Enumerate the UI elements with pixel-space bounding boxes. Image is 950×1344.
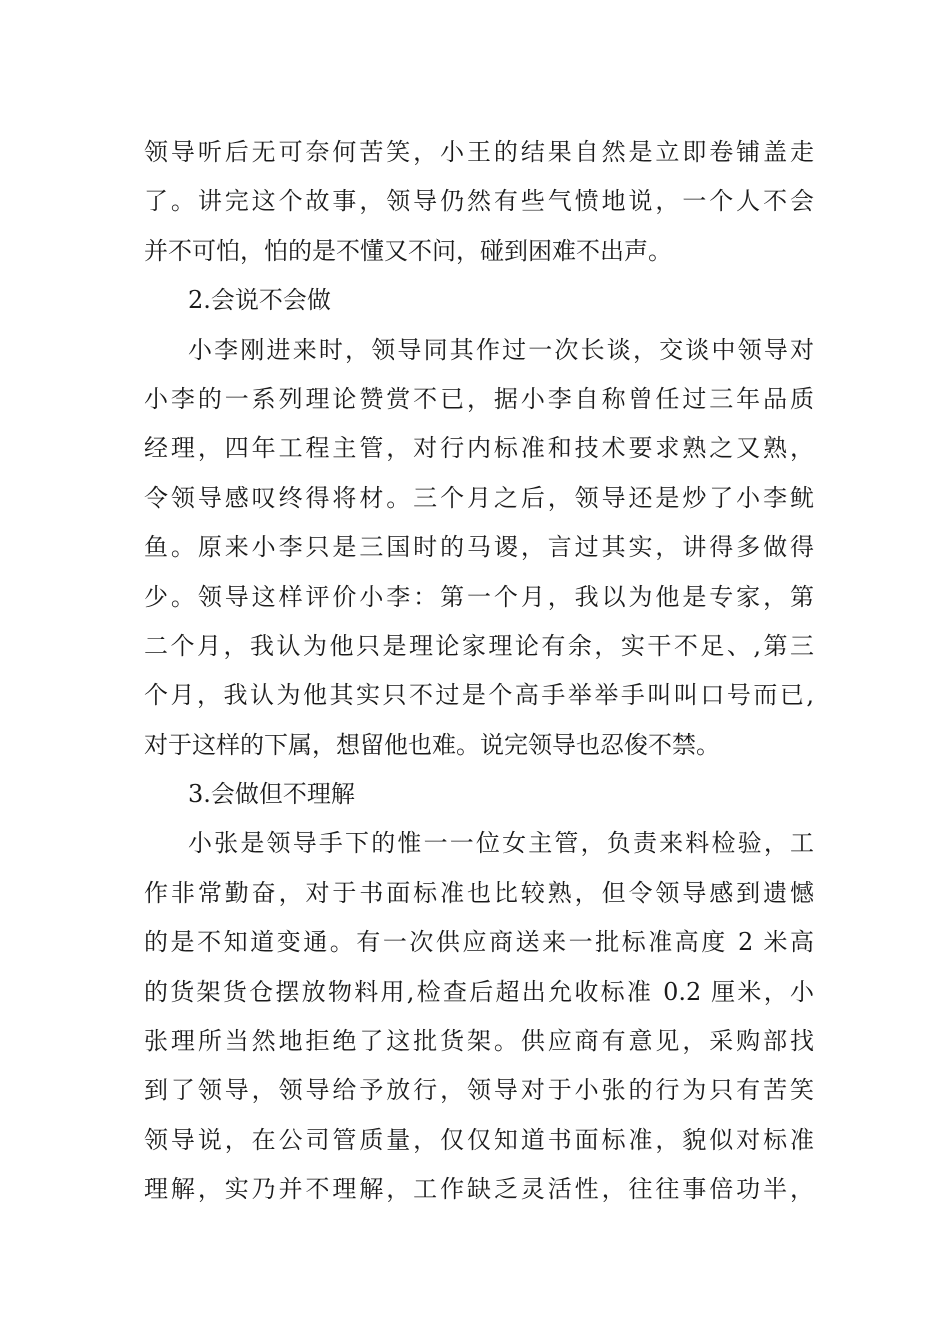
body-line: 张理所当然地拒绝了这批货架。供应商有意见，采购部找 [144, 1027, 814, 1056]
paragraph-first-line: 小张是领导手下的惟一一位女主管，负责来料检验，工 [188, 829, 814, 858]
body-line: 理解，实乃并不理解，工作缺乏灵活性，往往事倍功半， [144, 1175, 814, 1204]
section-heading: 3.会做但不理解 [188, 780, 355, 809]
body-line: 作非常勤奋，对于书面标准也比较熟，但令领导感到遗憾 [144, 878, 814, 907]
body-line: 的货架货仓摆放物料用,检查后超出允收标准 0.2 厘米，小 [144, 977, 814, 1006]
paragraph-first-line: 小李刚进来时，领导同其作过一次长谈，交谈中领导对 [188, 335, 814, 364]
body-line: 小李的一系列理论赞赏不已，据小李自称曾任过三年品质 [144, 384, 814, 413]
body-line: 令领导感叹终得将材。三个月之后，领导还是炒了小李鱿 [144, 483, 814, 512]
body-line: 并不可怕，怕的是不懂又不问，碰到困难不出声。 [144, 236, 672, 265]
body-line: 个月，我认为他其实只不过是个高手举举手叫叫口号而已, [144, 681, 814, 710]
body-line: 领导说，在公司管质量，仅仅知道书面标准，貌似对标准 [144, 1125, 814, 1154]
body-line: 鱼。原来小李只是三国时的马谡，言过其实，讲得多做得 [144, 533, 814, 562]
body-line: 经理，四年工程主管，对行内标准和技术要求熟之又熟， [144, 434, 814, 463]
body-line: 的是不知道变通。有一次供应商送来一批标准高度 2 米高 [144, 928, 814, 957]
document-body [144, 128, 814, 1215]
body-line: 对于这样的下属，想留他也难。说完领导也忍俊不禁。 [144, 730, 720, 759]
body-line: 到了领导，领导给予放行，领导对于小张的行为只有苦笑 [144, 1076, 814, 1105]
body-line: 少。领导这样评价小李：第一个月，我以为他是专家，第 [144, 582, 814, 611]
section-heading: 2.会说不会做 [188, 286, 331, 315]
body-line: 领导听后无可奈何苦笑，小王的结果自然是立即卷铺盖走 [144, 138, 814, 166]
body-line: 了。讲完这个故事，领导仍然有些气愤地说，一个人不会 [144, 187, 814, 216]
body-line: 二个月，我认为他只是理论家理论有余，实干不足、,第三 [144, 631, 814, 660]
